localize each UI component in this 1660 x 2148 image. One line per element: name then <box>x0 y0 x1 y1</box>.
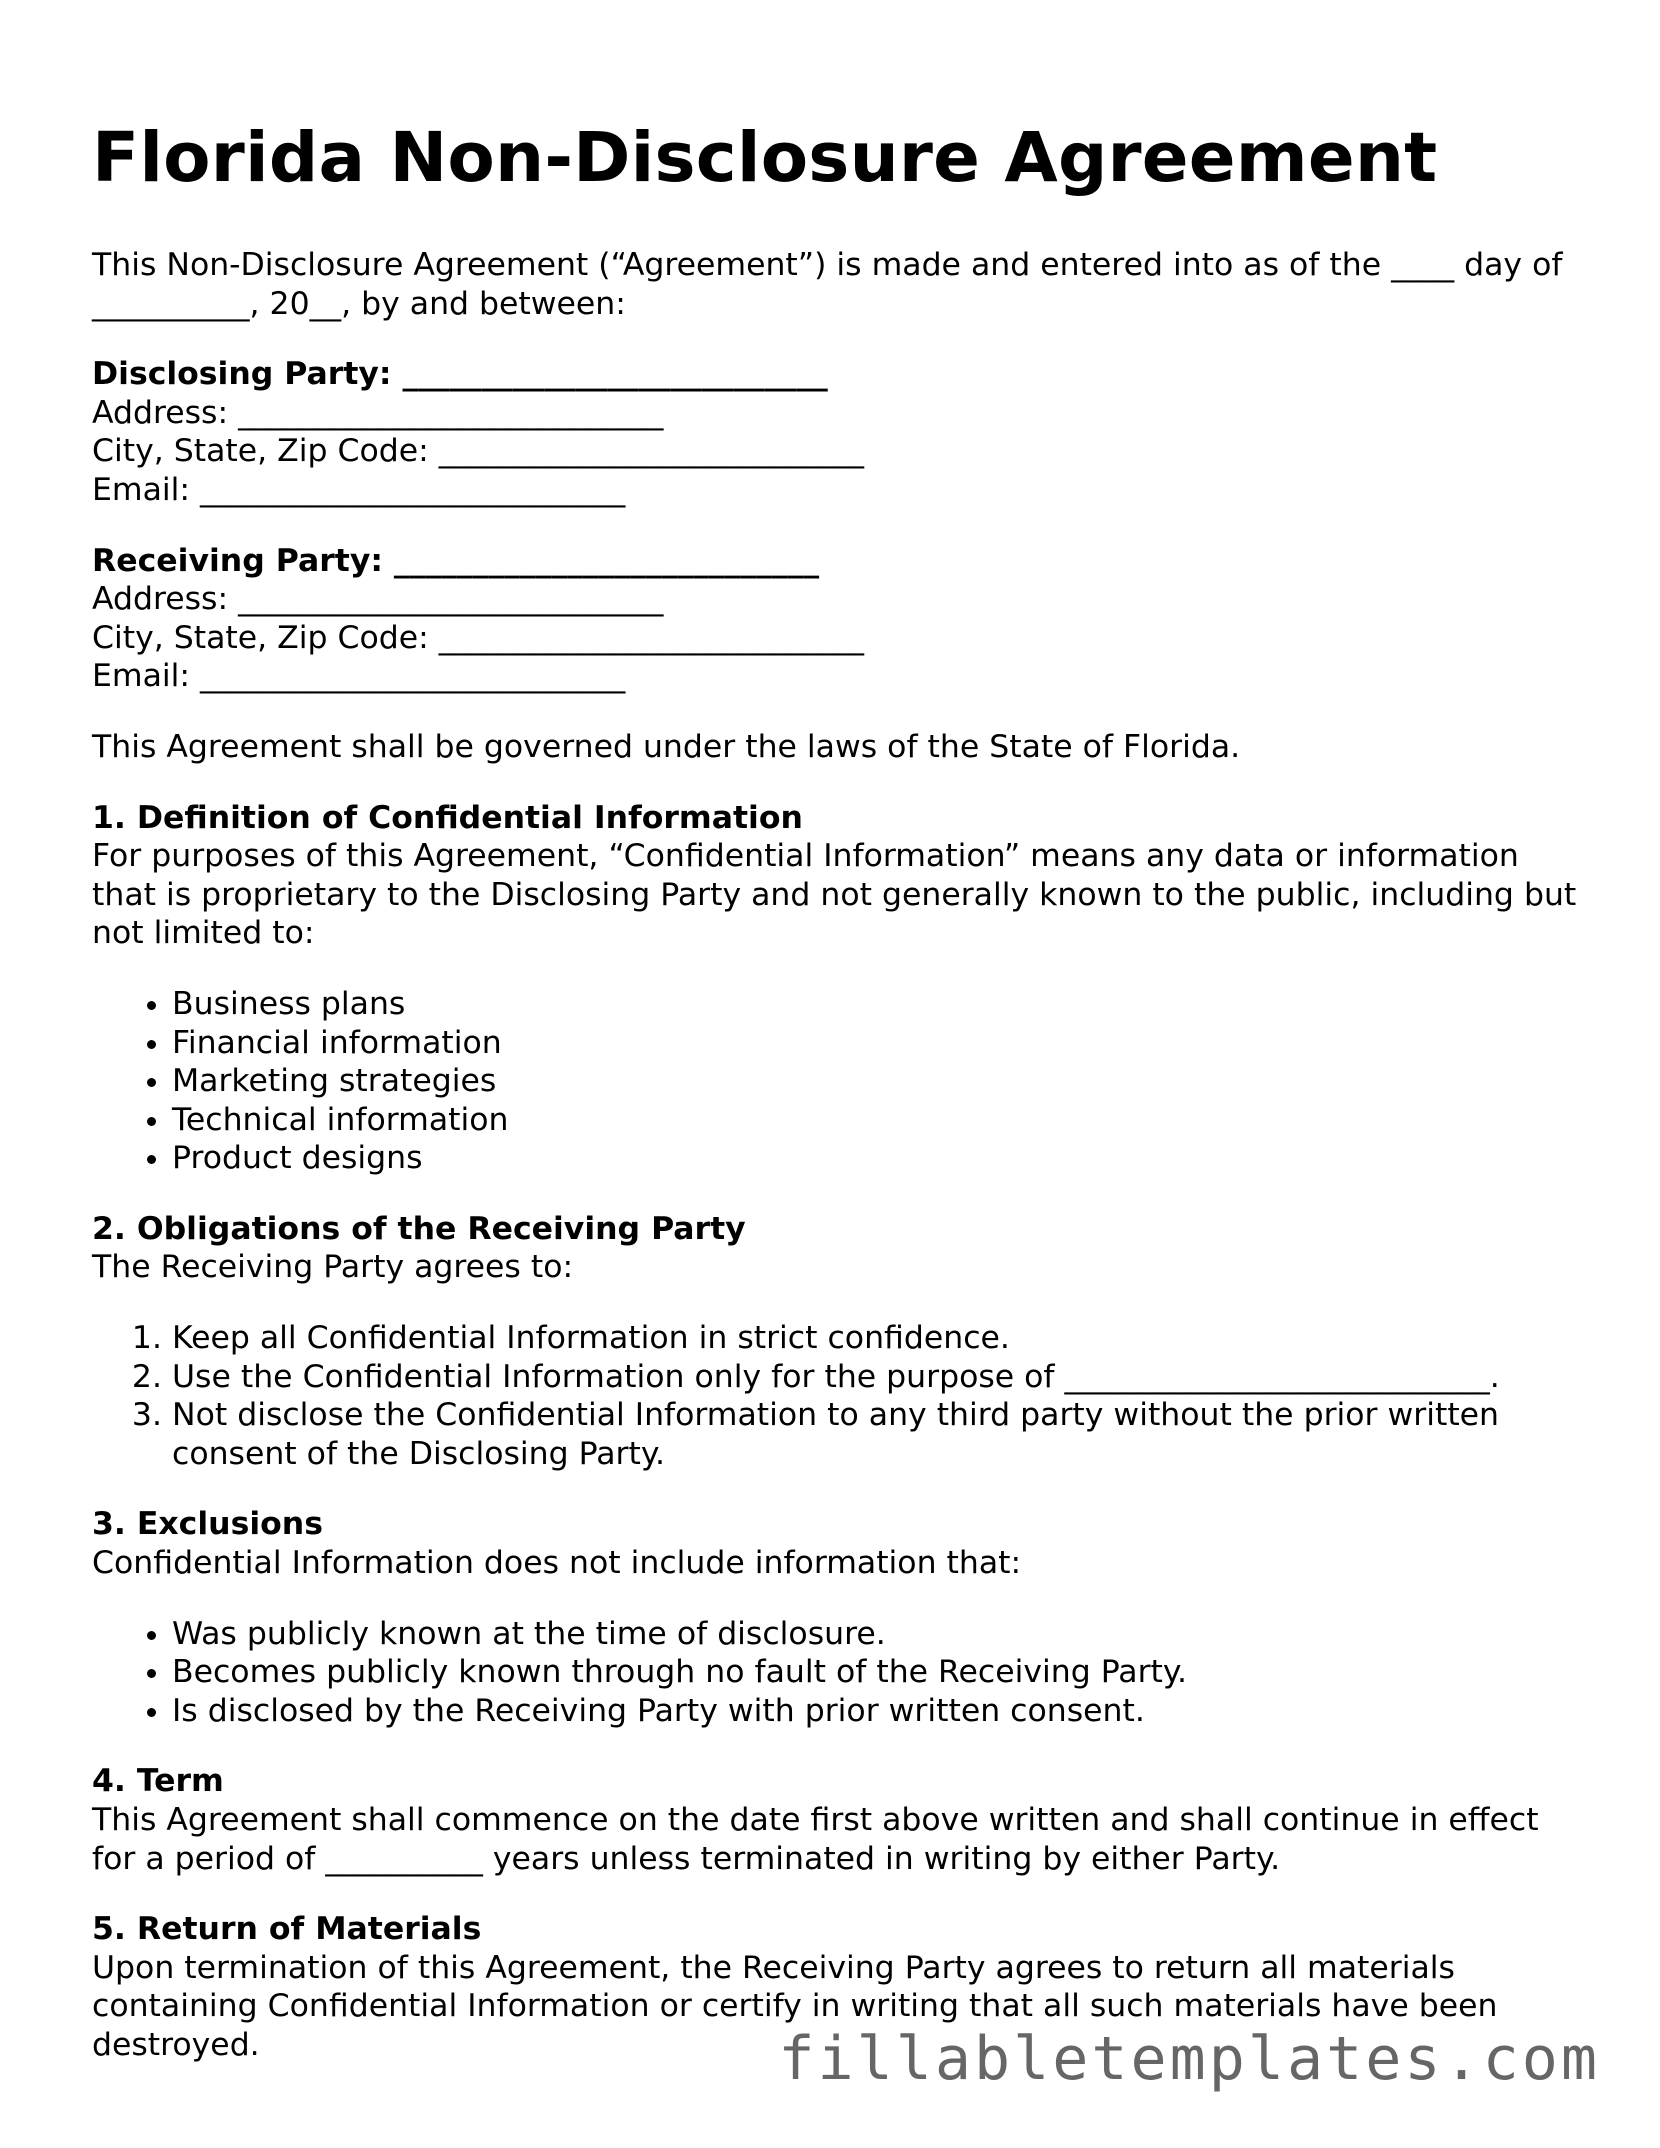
section-3-body: Confidential Information does not include information that: <box>92 1545 1022 1582</box>
list-item: 1. Keep all Confidential Information in strict confidence. <box>172 1319 1582 1358</box>
section-5-body: Upon termination of this Agreement, the Receiving Party agrees to return all materials containing Confidential Information or certify in writing that all such materials have been destroyed. <box>92 1949 1498 2063</box>
section-4-body: This Agreement shall commence on the date first above written and shall continue in effect for a period of __________ years unless terminated in writing by either Party. <box>92 1802 1539 1877</box>
list-item: 3. Not disclose the Confidential Information to any third party without the prior written consent of the Disclosing Party. <box>172 1396 1582 1473</box>
receiving-party-email: Email: ___________________________ <box>92 658 626 695</box>
section-2-heading: 2. Obligations of the Receiving Party <box>92 1210 746 1247</box>
list-item: • Financial information <box>172 1024 1582 1063</box>
list-item: • Business plans <box>172 985 1582 1024</box>
list-item: • Product designs <box>172 1139 1582 1178</box>
disclosing-party-email: Email: ___________________________ <box>92 471 626 508</box>
disclosing-party-address: Address: ___________________________ <box>92 394 664 431</box>
confidential-info-list <box>92 985 1582 1178</box>
section-4-heading: 4. Term <box>92 1763 224 1800</box>
watermark: fillabletemplates.com <box>778 2024 1600 2094</box>
section-1-body: For purposes of this Agreement, “Confidential Information” means any data or information that is proprietary to the Disclosing Party and not generally known to the public, including but not limited to: <box>92 838 1577 952</box>
governing-law-paragraph: This Agreement shall be governed under the laws of the State of Florida. <box>92 728 1241 765</box>
section-2-body: The Receiving Party agrees to: <box>92 1249 574 1286</box>
exclusions-list <box>92 1615 1582 1731</box>
list-item: • Is disclosed by the Receiving Party with prior written consent. <box>172 1692 1582 1731</box>
section-1-heading: 1. Definition of Confidential Information <box>92 799 803 836</box>
list-item: • Becomes publicly known through no fault of the Receiving Party. <box>172 1653 1582 1692</box>
receiving-party-address: Address: ___________________________ <box>92 581 664 618</box>
disclosing-party-city-state-zip: City, State, Zip Code: ___________________________ <box>92 433 865 470</box>
list-item: • Marketing strategies <box>172 1062 1582 1101</box>
intro-paragraph: This Non-Disclosure Agreement (“Agreement”) is made and entered into as of the ____ day of __________, 20__, by and between: <box>92 247 1563 322</box>
receiving-party-name: Receiving Party: ___________________________ <box>92 542 820 579</box>
list-item: • Was publicly known at the time of disclosure. <box>172 1615 1582 1654</box>
disclosing-party-block <box>92 355 1582 509</box>
obligations-list <box>92 1319 1582 1473</box>
list-item: 2. Use the Confidential Information only for the purpose of ___________________________. <box>172 1358 1582 1397</box>
receiving-party-city-state-zip: City, State, Zip Code: ___________________________ <box>92 619 865 656</box>
section-5-heading: 5. Return of Materials <box>92 1911 482 1948</box>
section-3-heading: 3. Exclusions <box>92 1506 323 1543</box>
document-title: Florida Non-Disclosure Agreement <box>92 118 1438 198</box>
receiving-party-block <box>92 542 1582 696</box>
disclosing-party-name: Disclosing Party: ___________________________ <box>92 356 828 393</box>
document-page <box>92 118 1582 2097</box>
list-item: • Technical information <box>172 1101 1582 1140</box>
